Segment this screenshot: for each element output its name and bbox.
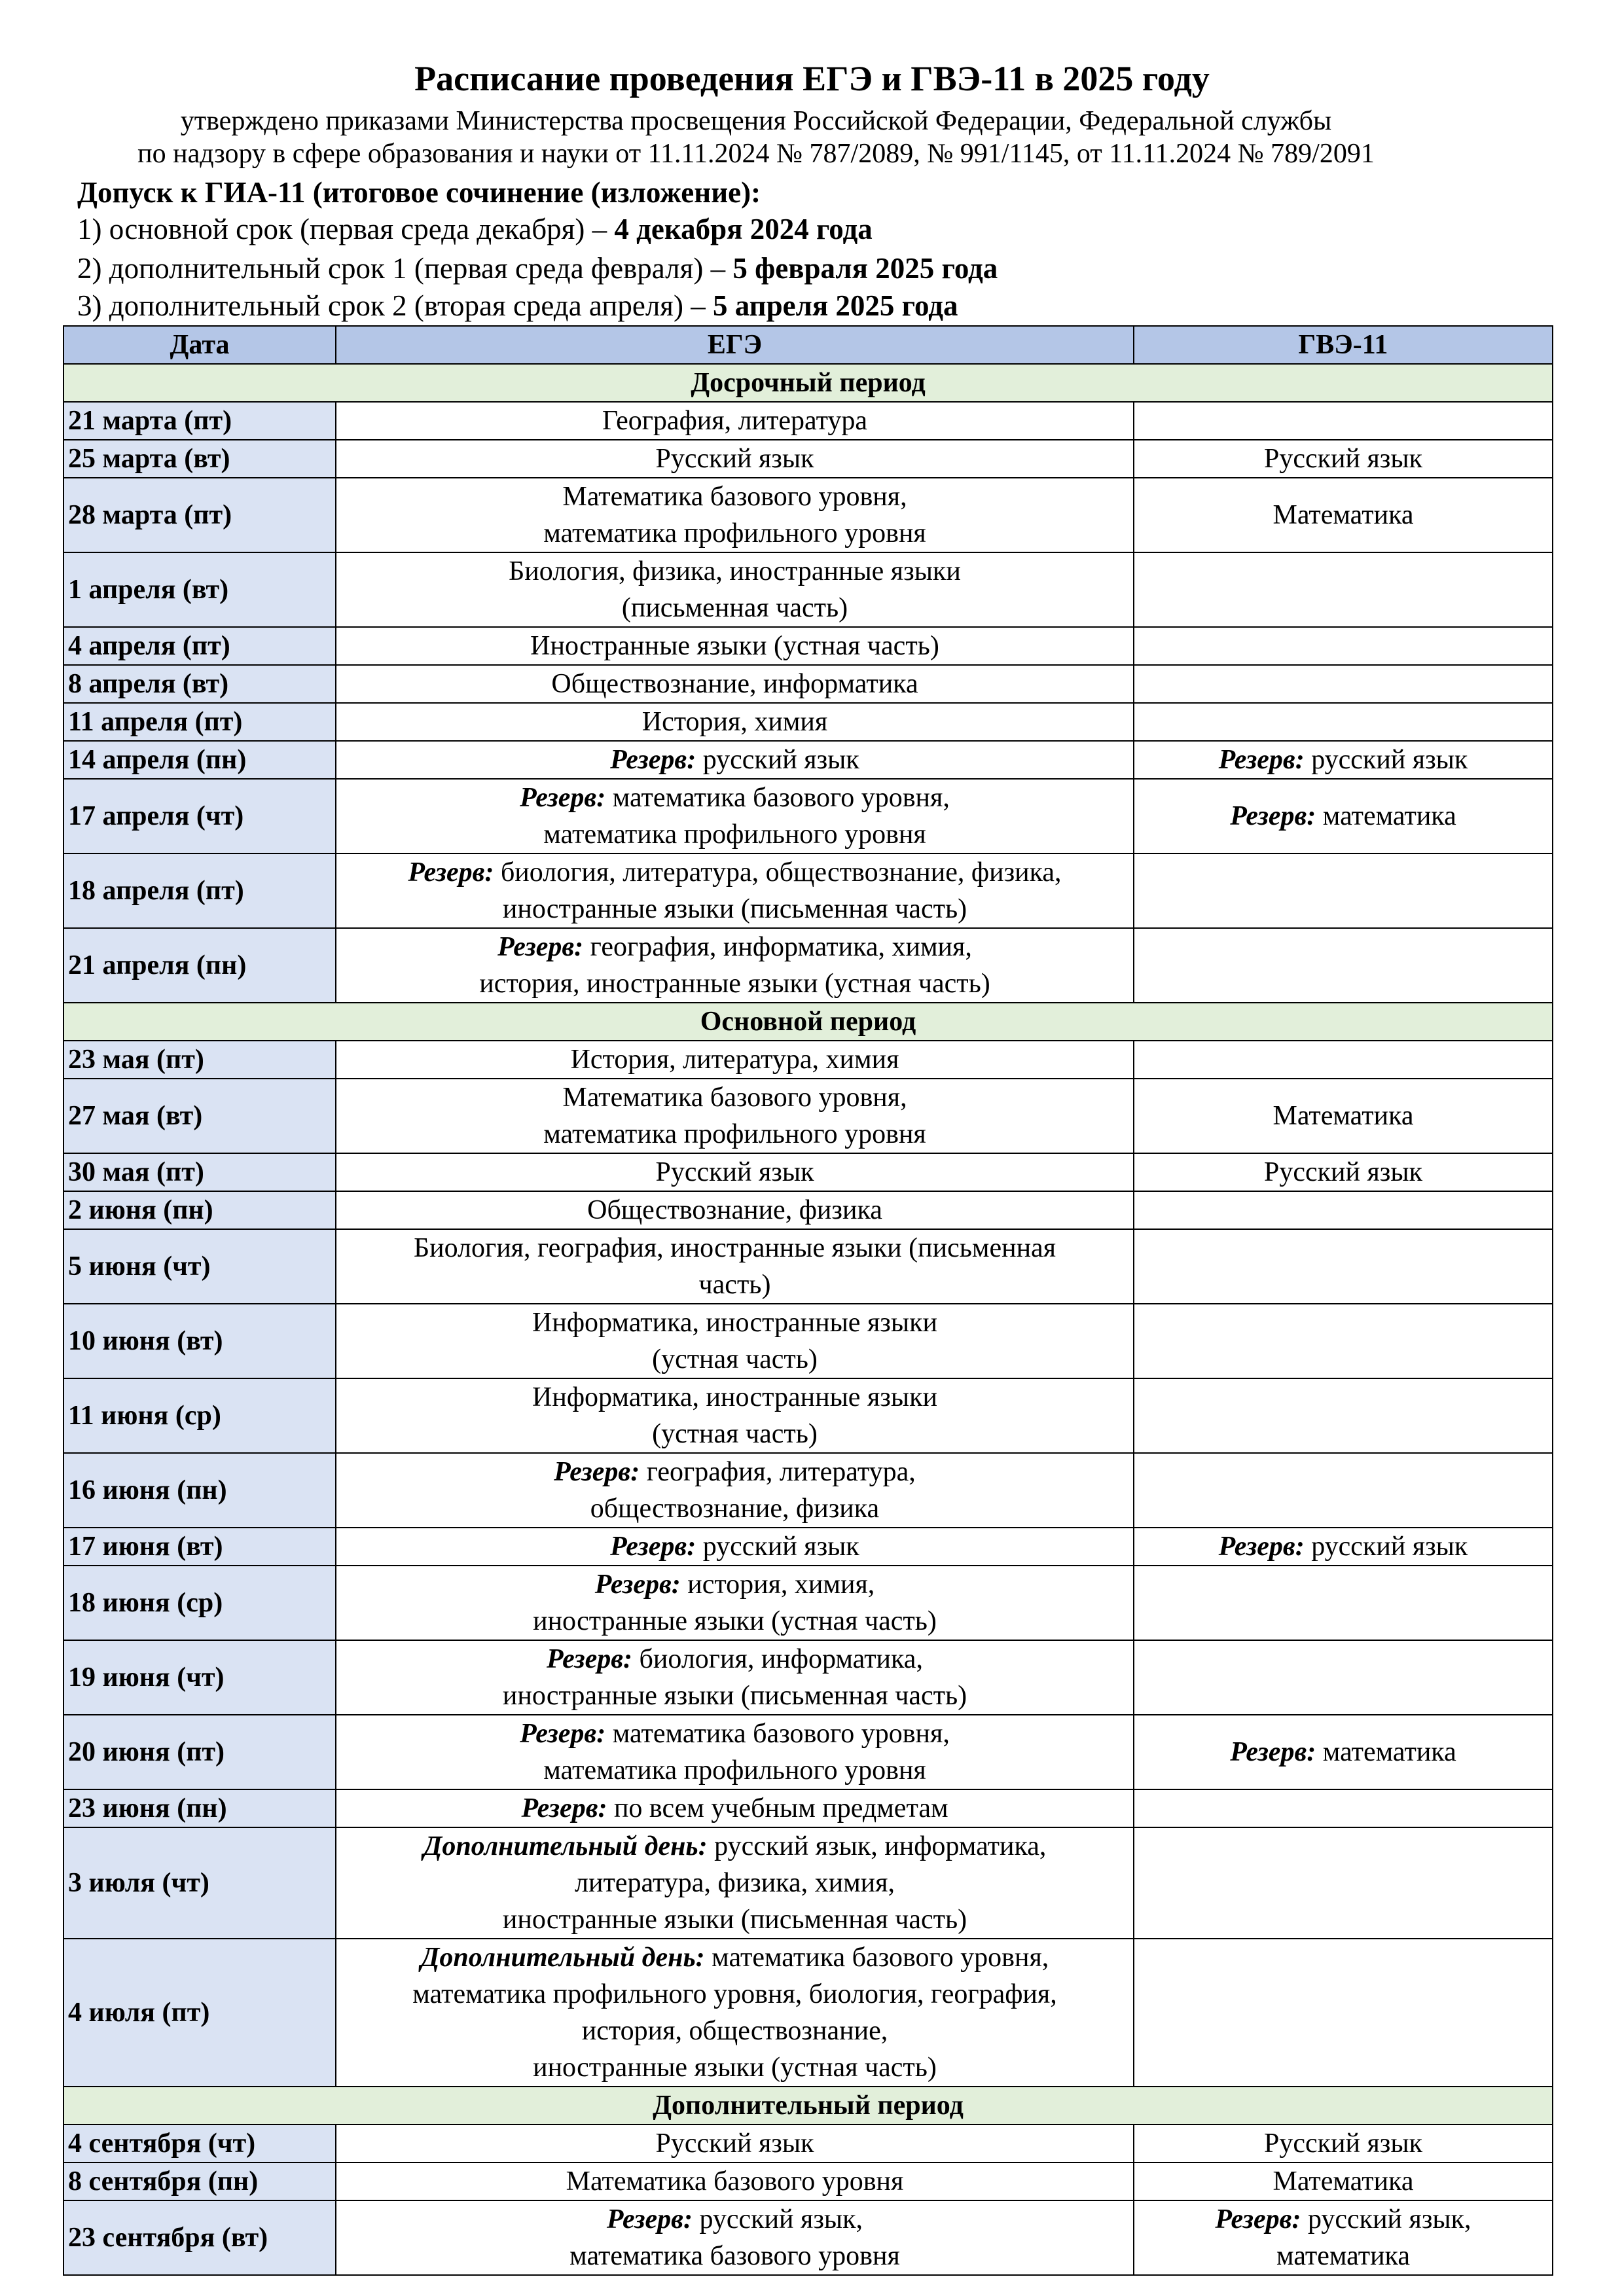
ege-cell	[336, 665, 1134, 703]
table-row	[63, 440, 1553, 478]
table-row	[63, 1153, 1553, 1191]
cell-line: русский язык, информатика,	[707, 1831, 1047, 1861]
cell-line: (устная часть)	[652, 1419, 818, 1449]
date-cell: 28 марта (пт)	[63, 478, 336, 552]
table-row	[63, 665, 1553, 703]
table-row	[63, 779, 1553, 853]
cell-line: русский язык	[1304, 1532, 1468, 1562]
gve-cell	[1134, 703, 1553, 741]
date-cell: 3 июля (чт)	[63, 1827, 336, 1939]
cell-line: математика профильного уровня	[543, 1119, 926, 1149]
section-row	[63, 2087, 1553, 2125]
cell-line: Математика базового уровня	[566, 2166, 904, 2197]
gve-cell	[1134, 1079, 1553, 1153]
gve-cell	[1134, 1715, 1553, 1789]
ege-cell	[336, 1041, 1134, 1079]
ege-cell	[336, 779, 1134, 853]
cell-line: Информатика, иностранные языки	[532, 1308, 937, 1338]
cell-prefix: Резерв:	[1215, 2204, 1301, 2234]
gve-cell	[1134, 1528, 1553, 1566]
gve-cell	[1134, 928, 1553, 1003]
gve-cell	[1134, 440, 1553, 478]
ege-cell	[336, 440, 1134, 478]
schedule-table	[63, 325, 1553, 2276]
cell-prefix: Резерв:	[497, 932, 584, 962]
table-row	[63, 402, 1553, 440]
admission-term-3	[77, 287, 958, 324]
cell-prefix: Резерв:	[1230, 801, 1316, 831]
table-row	[63, 1378, 1553, 1453]
table-row	[63, 1191, 1553, 1229]
date-cell: 17 апреля (чт)	[63, 779, 336, 853]
gve-cell	[1134, 1304, 1553, 1378]
table-row	[63, 478, 1553, 552]
gve-cell	[1134, 1453, 1553, 1528]
table-row	[63, 2200, 1553, 2275]
table-row	[63, 741, 1553, 779]
date-cell: 11 июня (ср)	[63, 1378, 336, 1453]
gve-cell	[1134, 1229, 1553, 1304]
gve-cell	[1134, 741, 1553, 779]
cell-line: математика профильного уровня	[543, 1755, 926, 1785]
ege-cell	[336, 478, 1134, 552]
cell-line: биология, информатика,	[632, 1644, 923, 1674]
gve-cell	[1134, 665, 1553, 703]
cell-prefix: Резерв:	[547, 1644, 633, 1674]
ege-cell	[336, 2200, 1134, 2275]
cell-prefix: Дополнительный день:	[423, 1831, 708, 1861]
table-row	[63, 1229, 1553, 1304]
cell-line: география, информатика, химия,	[583, 932, 972, 962]
ege-cell	[336, 2125, 1134, 2162]
table-header-row	[63, 326, 1553, 364]
table-row	[63, 1453, 1553, 1528]
date-cell: 20 июня (пт)	[63, 1715, 336, 1789]
ege-cell	[336, 1566, 1134, 1640]
gve-cell	[1134, 1041, 1553, 1079]
cell-line: биология, литература, обществознание, физика,	[494, 857, 1062, 888]
ege-cell	[336, 402, 1134, 440]
cell-line: Обществознание, информатика	[551, 669, 918, 699]
ege-cell	[336, 853, 1134, 928]
ege-cell	[336, 1939, 1134, 2087]
cell-line: русский язык,	[1301, 2204, 1471, 2234]
ege-cell	[336, 1715, 1134, 1789]
table-row	[63, 1041, 1553, 1079]
date-cell: 21 апреля (пн)	[63, 928, 336, 1003]
table-row	[63, 552, 1553, 627]
table-row	[63, 1827, 1553, 1939]
cell-prefix: Резерв:	[554, 1457, 640, 1487]
cell-line: Биология, физика, иностранные языки	[509, 556, 961, 586]
date-cell: 14 апреля (пн)	[63, 741, 336, 779]
ege-cell	[336, 552, 1134, 627]
date-cell: 2 июня (пн)	[63, 1191, 336, 1229]
table-row	[63, 1566, 1553, 1640]
date-cell: 23 сентября (вт)	[63, 2200, 336, 2275]
cell-line: Русский язык	[1263, 444, 1423, 474]
gve-cell	[1134, 552, 1553, 627]
subtitle-line-2: по надзору в сфере образования и науки от 11.11.2024 № 787/2089, № 991/1145, от 11.11.2024 № 789/2091	[137, 139, 1375, 169]
cell-line: история, обществознание,	[581, 2016, 888, 2046]
date-cell: 4 апреля (пт)	[63, 627, 336, 665]
ege-cell	[336, 928, 1134, 1003]
gve-cell	[1134, 1939, 1553, 2087]
table-row	[63, 2125, 1553, 2162]
cell-prefix: Резерв:	[1230, 1737, 1316, 1767]
section-title: Основной период	[63, 1003, 1553, 1041]
date-cell: 4 сентября (чт)	[63, 2125, 336, 2162]
date-cell: 30 мая (пт)	[63, 1153, 336, 1191]
date-cell: 17 июня (вт)	[63, 1528, 336, 1566]
date-cell: 18 июня (ср)	[63, 1566, 336, 1640]
admission-title: Допуск к ГИА-11 (итоговое сочинение (изложение):	[77, 176, 761, 209]
cell-line: География, литература	[602, 406, 868, 436]
date-cell: 18 апреля (пт)	[63, 853, 336, 928]
cell-line: математика базового уровня,	[704, 1943, 1049, 1973]
gve-cell	[1134, 1191, 1553, 1229]
ege-cell	[336, 1229, 1134, 1304]
ege-cell	[336, 741, 1134, 779]
table-row	[63, 703, 1553, 741]
gve-cell	[1134, 627, 1553, 665]
admission-term-date: 5 февраля 2025 года	[732, 252, 998, 285]
gve-cell	[1134, 2162, 1553, 2200]
cell-line: История, литература, химия	[570, 1045, 899, 1075]
cell-line: русский язык	[1304, 745, 1468, 775]
table-row	[63, 928, 1553, 1003]
cell-prefix: Резерв:	[1218, 1532, 1305, 1562]
cell-line: русский язык,	[692, 2204, 863, 2234]
admission-term-text: 2) дополнительный срок 1 (первая среда февраля) –	[77, 252, 733, 285]
date-cell: 1 апреля (вт)	[63, 552, 336, 627]
ege-cell	[336, 1528, 1134, 1566]
cell-line: Русский язык	[655, 2128, 814, 2159]
admission-term-date: 5 апреля 2025 года	[713, 289, 958, 322]
gve-cell	[1134, 1378, 1553, 1453]
ege-cell	[336, 1079, 1134, 1153]
cell-line: Иностранные языки (устная часть)	[530, 631, 939, 661]
date-cell: 10 июня (вт)	[63, 1304, 336, 1378]
cell-prefix: Резерв:	[520, 1719, 606, 1749]
cell-line: обществознание, физика	[590, 1494, 880, 1524]
table-row	[63, 1789, 1553, 1827]
ege-cell	[336, 2162, 1134, 2200]
gve-cell	[1134, 402, 1553, 440]
ege-cell	[336, 627, 1134, 665]
cell-line: русский язык	[696, 1532, 859, 1562]
date-cell: 16 июня (пн)	[63, 1453, 336, 1528]
header-gve: ГВЭ-11	[1134, 326, 1553, 364]
cell-prefix: Резерв:	[1218, 745, 1305, 775]
table-row	[63, 1939, 1553, 2087]
admission-term-text: 1) основной срок (первая среда декабря) –	[77, 213, 615, 245]
cell-line: математика базового уровня	[569, 2241, 900, 2271]
date-cell: 4 июля (пт)	[63, 1939, 336, 2087]
cell-line: Русский язык	[1263, 2128, 1423, 2159]
gve-cell	[1134, 2125, 1553, 2162]
ege-cell	[336, 1378, 1134, 1453]
gve-cell	[1134, 478, 1553, 552]
cell-line: иностранные языки (письменная часть)	[502, 1905, 967, 1935]
date-cell: 23 июня (пн)	[63, 1789, 336, 1827]
cell-prefix: Резерв:	[610, 745, 696, 775]
admission-term-text: 3) дополнительный срок 2 (вторая среда апреля) –	[77, 289, 713, 322]
cell-line: (устная часть)	[652, 1344, 818, 1374]
admission-term-2	[77, 250, 998, 287]
cell-line: математика профильного уровня	[543, 819, 926, 850]
gve-cell	[1134, 779, 1553, 853]
cell-prefix: Резерв:	[521, 1793, 607, 1823]
cell-line: иностранные языки (устная часть)	[533, 1606, 937, 1636]
cell-line: русский язык	[696, 745, 859, 775]
cell-line: Информатика, иностранные языки	[532, 1382, 937, 1412]
date-cell: 25 марта (вт)	[63, 440, 336, 478]
cell-prefix: Резерв:	[594, 1570, 681, 1600]
subtitle-line-1: утверждено приказами Министерства просвещения Российской Федерации, Федеральной службы	[180, 106, 1332, 136]
ege-cell	[336, 1789, 1134, 1827]
cell-line: математика базового уровня,	[605, 1719, 950, 1749]
section-title: Дополнительный период	[63, 2087, 1553, 2125]
cell-line: история, иностранные языки (устная часть)	[479, 969, 990, 999]
date-cell: 11 апреля (пт)	[63, 703, 336, 741]
ege-cell	[336, 1191, 1134, 1229]
cell-prefix: Резерв:	[606, 2204, 693, 2234]
ege-cell	[336, 1827, 1134, 1939]
date-cell: 23 мая (пт)	[63, 1041, 336, 1079]
section-row	[63, 1003, 1553, 1041]
cell-line: математика профильного уровня, биология, география,	[412, 1979, 1057, 2009]
gve-cell	[1134, 1566, 1553, 1640]
cell-line: Русский язык	[655, 444, 814, 474]
cell-line: Русский язык	[655, 1157, 814, 1187]
cell-prefix: Резерв:	[520, 783, 606, 813]
ege-cell	[336, 1153, 1134, 1191]
cell-line: математика	[1316, 1737, 1456, 1767]
cell-line: (письменная часть)	[621, 593, 848, 623]
date-cell: 8 апреля (вт)	[63, 665, 336, 703]
gve-cell	[1134, 2200, 1553, 2275]
cell-line: Биология, география, иностранные языки (письменная	[413, 1233, 1056, 1263]
cell-line: математика	[1316, 801, 1456, 831]
admission-term-date: 4 декабря 2024 года	[614, 213, 873, 245]
table-row	[63, 1640, 1553, 1715]
cell-line: Обществознание, физика	[587, 1195, 882, 1225]
table-row	[63, 853, 1553, 928]
cell-line: Математика базового уровня,	[562, 482, 907, 512]
page-title: Расписание проведения ЕГЭ и ГВЭ-11 в 2025 году	[414, 59, 1210, 98]
cell-line: история, химия,	[680, 1570, 875, 1600]
cell-line: иностранные языки (письменная часть)	[502, 1681, 967, 1711]
ege-cell	[336, 1453, 1134, 1528]
date-cell: 8 сентября (пн)	[63, 2162, 336, 2200]
cell-prefix: Резерв:	[408, 857, 494, 888]
schedule-body	[63, 364, 1553, 2275]
cell-prefix: Резерв:	[610, 1532, 696, 1562]
gve-cell	[1134, 1827, 1553, 1939]
cell-prefix: Дополнительный день:	[420, 1943, 705, 1973]
header-ege: ЕГЭ	[336, 326, 1134, 364]
table-row	[63, 1304, 1553, 1378]
cell-line: часть)	[698, 1270, 771, 1300]
gve-cell	[1134, 853, 1553, 928]
date-cell: 5 июня (чт)	[63, 1229, 336, 1304]
header-date: Дата	[63, 326, 336, 364]
admission-term-1	[77, 211, 873, 247]
cell-line: математика базового уровня,	[605, 783, 950, 813]
cell-line: Математика базового уровня,	[562, 1083, 907, 1113]
gve-cell	[1134, 1153, 1553, 1191]
cell-line: Русский язык	[1263, 1157, 1423, 1187]
date-cell: 21 марта (пт)	[63, 402, 336, 440]
cell-line: Математика	[1272, 500, 1414, 530]
section-title: Досрочный период	[63, 364, 1553, 402]
cell-line: История, химия	[641, 707, 828, 737]
ege-cell	[336, 1304, 1134, 1378]
ege-cell	[336, 1640, 1134, 1715]
cell-line: иностранные языки (устная часть)	[533, 2053, 937, 2083]
table-row	[63, 2162, 1553, 2200]
cell-line: иностранные языки (письменная часть)	[502, 894, 967, 924]
cell-line: Математика	[1272, 2166, 1414, 2197]
cell-line: математика профильного уровня	[543, 518, 926, 548]
gve-cell	[1134, 1789, 1553, 1827]
cell-line: география, литература,	[640, 1457, 916, 1487]
date-cell: 19 июня (чт)	[63, 1640, 336, 1715]
date-cell: 27 мая (вт)	[63, 1079, 336, 1153]
table-row	[63, 1528, 1553, 1566]
table-row	[63, 1715, 1553, 1789]
gve-cell	[1134, 1640, 1553, 1715]
table-row	[63, 1079, 1553, 1153]
section-row	[63, 364, 1553, 402]
cell-line: Математика	[1272, 1101, 1414, 1131]
ege-cell	[336, 703, 1134, 741]
cell-line: по всем учебным предметам	[607, 1793, 948, 1823]
table-row	[63, 627, 1553, 665]
cell-line: литература, физика, химия,	[575, 1868, 895, 1898]
cell-line: математика	[1276, 2241, 1410, 2271]
